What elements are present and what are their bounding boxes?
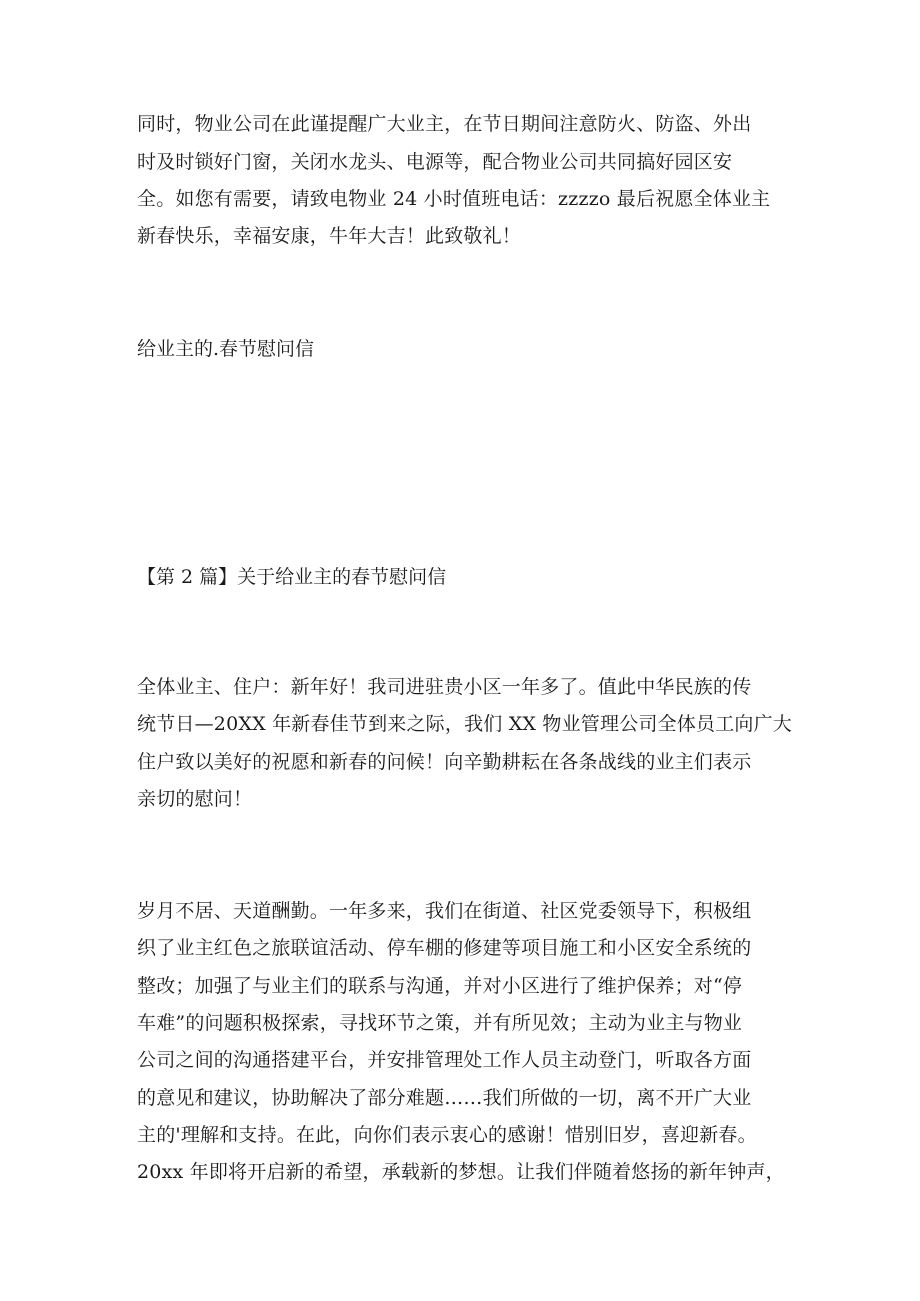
intro-line-2: 时及时锁好门窗，关闭水龙头、电源等，配合物业公司共同搞好园区安: [137, 151, 733, 173]
paragraph-2-line-2: 织了业主红色之旅联谊活动、停车棚的修建等项目施工和小区安全系统的: [137, 937, 752, 959]
paragraph-2-line-3: 整改；加强了与业主们的联系与沟通，并对小区进行了维护保养；对“停: [137, 975, 743, 997]
paragraph-2-line-6: 的意见和建议，协助解决了部分难题……我们所做的一切，离不开广大业: [137, 1087, 752, 1109]
subtitle: 给业主的.春节慰问信: [137, 338, 315, 360]
paragraph-2-line-5: 公司之间的沟通搭建平台，并安排管理处工作人员主动登门，听取各方面: [137, 1049, 752, 1071]
paragraph-2-line-7: 主的'理解和支持。在此，向你们表示衷心的感谢！惜别旧岁，喜迎新春。: [137, 1124, 757, 1146]
intro-line-4: 新春快乐，幸福安康，牛年大吉！此致敬礼！: [137, 225, 522, 247]
paragraph-1-line-4: 亲切的慰问！: [137, 788, 253, 810]
section-heading: 【第 2 篇】关于给业主的春节慰问信: [137, 566, 447, 588]
paragraph-2-line-1: 岁月不居、天道酬勤。一年多来，我们在街道、社区党委领导下，积极组: [137, 900, 752, 922]
paragraph-1-line-3: 住户致以美好的祝愿和新春的问候！向辛勤耕耘在各条战线的业主们表示: [137, 751, 752, 773]
intro-line-3: 全。如您有需要，请致电物业 24 小时值班电话：zzzzo 最后祝愿全体业主: [137, 188, 771, 210]
paragraph-1-line-1: 全体业主、住户：新年好！我司进驻贵小区一年多了。值此中华民族的传: [137, 676, 752, 698]
paragraph-1-line-2: 统节日—20XX 年新春佳节到来之际，我们 XX 物业管理公司全体员工向广大: [137, 713, 793, 735]
intro-line-1: 同时，物业公司在此谨提醒广大业主，在节日期间注意防火、防盗、外出: [137, 113, 752, 135]
paragraph-2-line-8: 20xx 年即将开启新的希望，承载新的梦想。让我们伴随着悠扬的新年钟声，: [137, 1161, 785, 1183]
paragraph-2-line-4: 车难”的问题积极探索，寻找环节之策，并有所见效；主动为业主与物业: [137, 1012, 743, 1034]
